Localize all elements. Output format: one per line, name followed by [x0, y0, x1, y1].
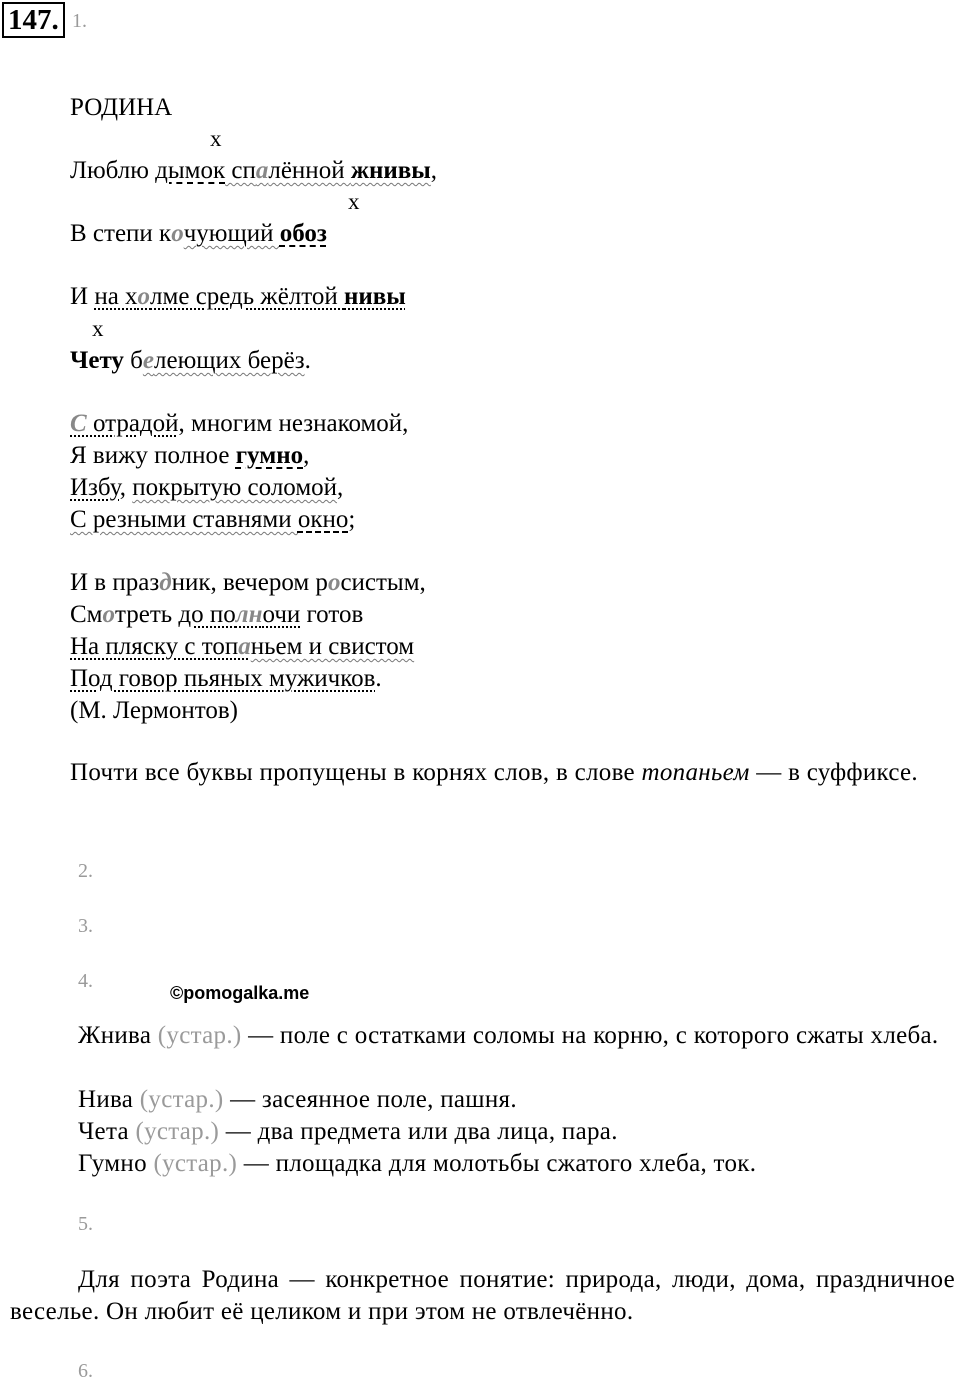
poem-line-2: В степи кочующий обоз	[70, 220, 327, 247]
glossary-item-3: Чета (устар.) — два предмета или два лица, пара.	[78, 1118, 618, 1145]
poem-line-12: Под говор пьяных мужичков.	[70, 665, 382, 692]
poem-line-3: И на холме средь жёлтой нивы	[70, 283, 406, 310]
poem-line-4: Чету белеющих берёз.	[70, 347, 311, 374]
item-5-answer: Для поэта Родина — конкретное понятие: природа, люди, дома, праздничное веселье. Он любит её целиком и при этом не отвлечённо.	[10, 1266, 955, 1325]
poem-author: (М. Лермонтов)	[70, 697, 238, 724]
x-mark: х	[210, 126, 222, 151]
poem-title: РОДИНА	[70, 94, 173, 121]
item-number-6: 6.	[78, 1360, 93, 1382]
item-1-answer: Почти все буквы пропущены в корнях слов, в слове топаньем — в суффиксе.	[70, 759, 918, 786]
item-number-3: 3.	[78, 915, 93, 937]
glossary-item-2: Нива (устар.) — засеянное поле, пашня.	[78, 1086, 517, 1113]
exercise-number: 147.	[2, 2, 65, 38]
poem-line-9: И в праздник, вечером росистым,	[70, 569, 426, 596]
poem-line-5: С отрадой, многим незнакомой,	[70, 410, 409, 437]
item-number-4: 4.	[78, 970, 93, 992]
poem-line-6: Я вижу полное гумно,	[70, 442, 310, 469]
item-number-2: 2.	[78, 860, 93, 882]
poem-line-11: На пляску с топаньем и свистом	[70, 633, 415, 660]
item-number-5: 5.	[78, 1213, 93, 1235]
poem-line-10: Смотреть до полночи готов	[70, 601, 364, 628]
poem-line-1: Люблю дымок спалённой жнивы,	[70, 157, 438, 184]
poem-line-8: С резными ставнями окно;	[70, 506, 356, 533]
x-mark: х	[348, 189, 360, 214]
poem-line-7: Избу, покрытую соломой,	[70, 474, 344, 501]
x-mark: х	[92, 316, 104, 341]
item-number-1: 1.	[72, 10, 87, 32]
glossary-item-4: Гумно (устар.) — площадка для молотьбы сжатого хлеба, ток.	[78, 1150, 757, 1177]
watermark: ©pomogalka.me	[170, 983, 310, 1003]
glossary-item-1: Жнива (устар.) — поле с остатками соломы на корню, с которого сжаты хлеба.	[78, 1022, 939, 1049]
